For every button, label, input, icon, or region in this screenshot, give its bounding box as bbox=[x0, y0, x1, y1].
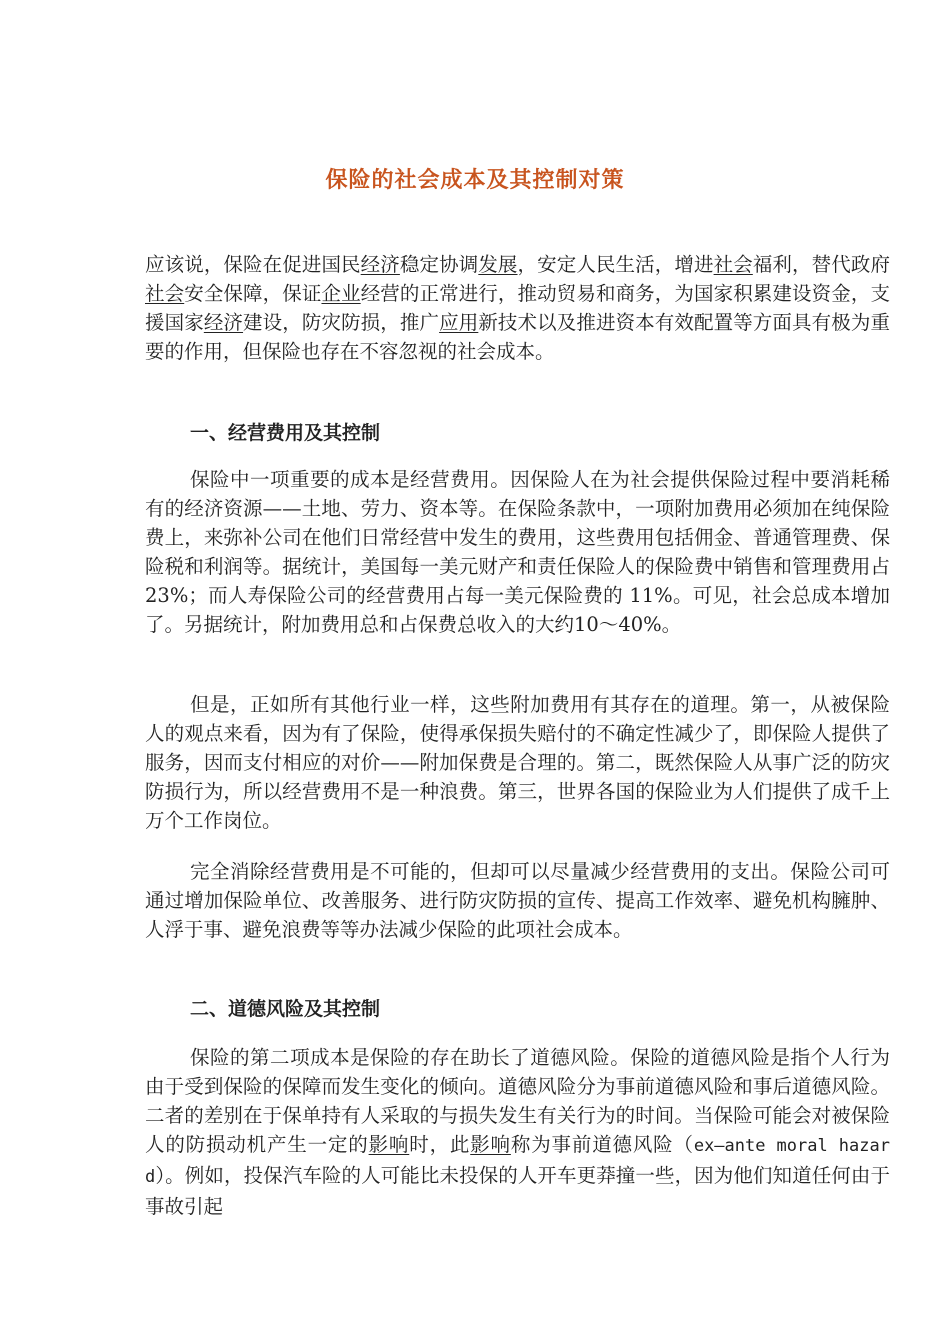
link-economy[interactable]: 经济 bbox=[360, 253, 400, 276]
link-enterprise[interactable]: 企业 bbox=[321, 282, 361, 305]
section1-paragraph-2: 但是，正如所有其他行业一样，这些附加费用有其存在的道理。第一，从被保险人的观点来看，因为有了保险，使得承保损失赔付的不确定性减少了，即保险人提供了服务，因而支付相应的对价——附加保费是合理的。第二，既然保险人从事广泛的防灾防损行为，所以经营费用不是一种浪费。第三，世界各国的保险业为人们提供了成千上万个工作岗位。 bbox=[145, 693, 890, 832]
section2-paragraph-1: 保险的第二项成本是保险的存在助长了道德风险。保险的道德风险是指个人行为由于受到保险的保障而发生变化的倾向。道德风险分为事前道德风险和事后道德风险。二者的差别在于保单持有人采取的与损失发生有关行为的时间。当保险可能会对被保险人的防损动机产生一定的影响时，此影响称为事前道德风险（ex—ante moral hazard）。例如，投保汽车险的人可能比未投保的人开车更莽撞一些，因为他们知道任何由于事故引起 bbox=[145, 1046, 890, 1218]
link-application[interactable]: 应用 bbox=[439, 311, 479, 334]
section-heading-2: 二、道德风险及其控制 bbox=[190, 998, 381, 1020]
section1-paragraph-3: 完全消除经营费用是不可能的，但却可以尽量减少经营费用的支出。保险公司可通过增加保险单位、改善服务、进行防灾防损的宣传、提高工作效率、避免机构臃肿、人浮于事、避免浪费等等办法减少保险的此项社会成本。 bbox=[145, 860, 890, 941]
link-influence-2[interactable]: 影响 bbox=[470, 1133, 511, 1156]
link-development[interactable]: 发展 bbox=[478, 253, 518, 276]
link-society[interactable]: 社会 bbox=[713, 253, 753, 276]
intro-paragraph: 应该说，保险在促进国民经济稳定协调发展，安定人民生活，增进社会福利，替代政府社会安全保障，保证企业经营的正常进行，推动贸易和商务，为国家积累建设资金，支援国家经济建设，防灾防损，推广应用新技术以及推进资本有效配置等方面具有极为重要的作用，但保险也存在不容忽视的社会成本。 bbox=[145, 253, 890, 363]
page-title: 保险的社会成本及其控制对策 bbox=[325, 168, 625, 193]
link-society-2[interactable]: 社会 bbox=[145, 282, 185, 305]
section1-paragraph-1: 保险中一项重要的成本是经营费用。因保险人在为社会提供保险过程中要消耗稀有的经济资源——土地、劳力、资本等。在保险条款中，一项附加费用必须加在纯保险费上，来弥补公司在他们日常经营中发生的费用，这些费用包括佣金、普通管理费、保险税和利润等。据统计，美国每一美元财产和责任保险人的保险费中销售和管理费用占23%；而人寿保险公司的经营费用占每一美元保险费的 11%。可见，社会总成本增加了。另据统计，附加费用总和占保费总收入的大约10～40%。 bbox=[145, 468, 890, 636]
section-heading-1: 一、经营费用及其控制 bbox=[190, 422, 381, 444]
link-economy-2[interactable]: 经济 bbox=[203, 311, 244, 334]
link-influence[interactable]: 影响 bbox=[368, 1133, 410, 1156]
english-term: ex—ante moral hazard bbox=[145, 1136, 890, 1187]
